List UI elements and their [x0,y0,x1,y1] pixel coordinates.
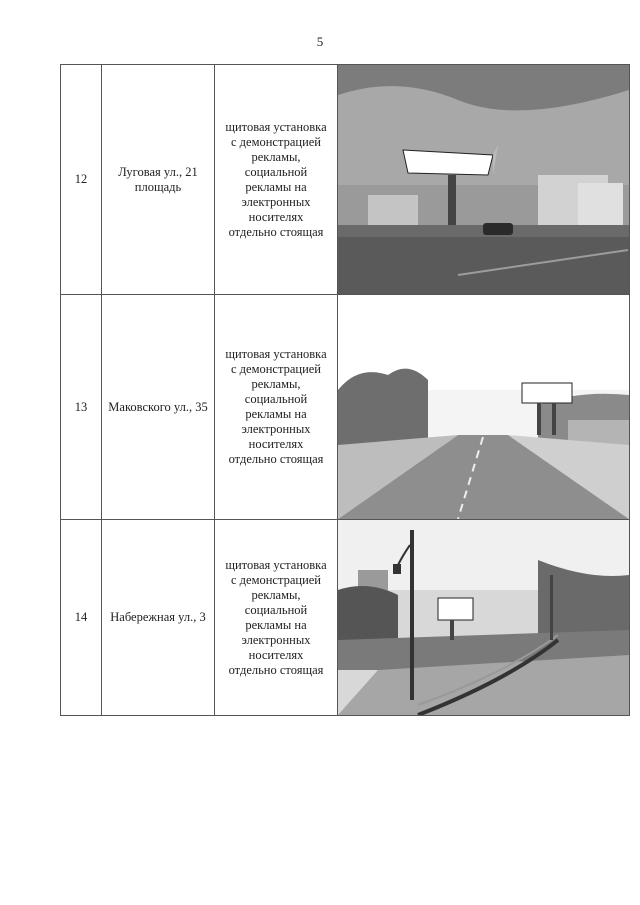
type-line: рекламы, [251,377,301,391]
type-line: рекламы, [251,587,301,602]
table-row [61,295,630,520]
type-line: носителях [248,647,304,662]
location-photo [338,65,630,295]
type-line: щитовая установка [225,347,327,361]
address-cell: Луговая ул., 21 площадь [102,65,215,295]
location-photo [338,520,630,716]
table-row [61,520,630,716]
billboard-photo-3 [338,520,629,715]
structure-type-cell [215,65,338,295]
billboard-photo-1 [338,65,629,294]
location-photo [338,295,630,520]
type-line: с демонстрацией [230,572,321,587]
type-line: отдельно стоящая [228,662,324,677]
type-line: электронных [241,422,311,436]
type-line: отдельно стоящая [228,224,324,239]
billboard-photo-2 [338,295,629,519]
type-line: щитовая установка [225,119,327,134]
structure-type-cell [215,520,338,716]
type-line: электронных [241,194,311,209]
type-line: социальной [244,602,308,617]
advertising-structures-table [60,64,630,716]
type-line: с демонстрацией [230,362,321,376]
table-row [61,65,630,295]
address-cell: Маковского ул., 35 [102,295,215,520]
type-line: с демонстрацией [230,134,321,149]
structure-type-cell [215,295,338,520]
row-number: 14 [61,520,102,716]
type-line: рекламы, [251,149,301,164]
type-line: носителях [248,209,304,224]
type-line: носителях [248,437,304,451]
row-number: 12 [61,65,102,295]
type-line: рекламы на [245,179,307,194]
type-line: социальной [244,164,308,179]
address-cell: Набережная ул., 3 [102,520,215,716]
type-line: щитовая установка [225,557,327,572]
page-number: 5 [316,34,324,49]
type-line: электронных [241,632,311,647]
type-line: отдельно стоящая [228,452,324,466]
type-line: рекламы на [245,617,307,632]
type-line: рекламы на [245,407,307,421]
row-number: 13 [61,295,102,520]
type-line: социальной [244,392,308,406]
